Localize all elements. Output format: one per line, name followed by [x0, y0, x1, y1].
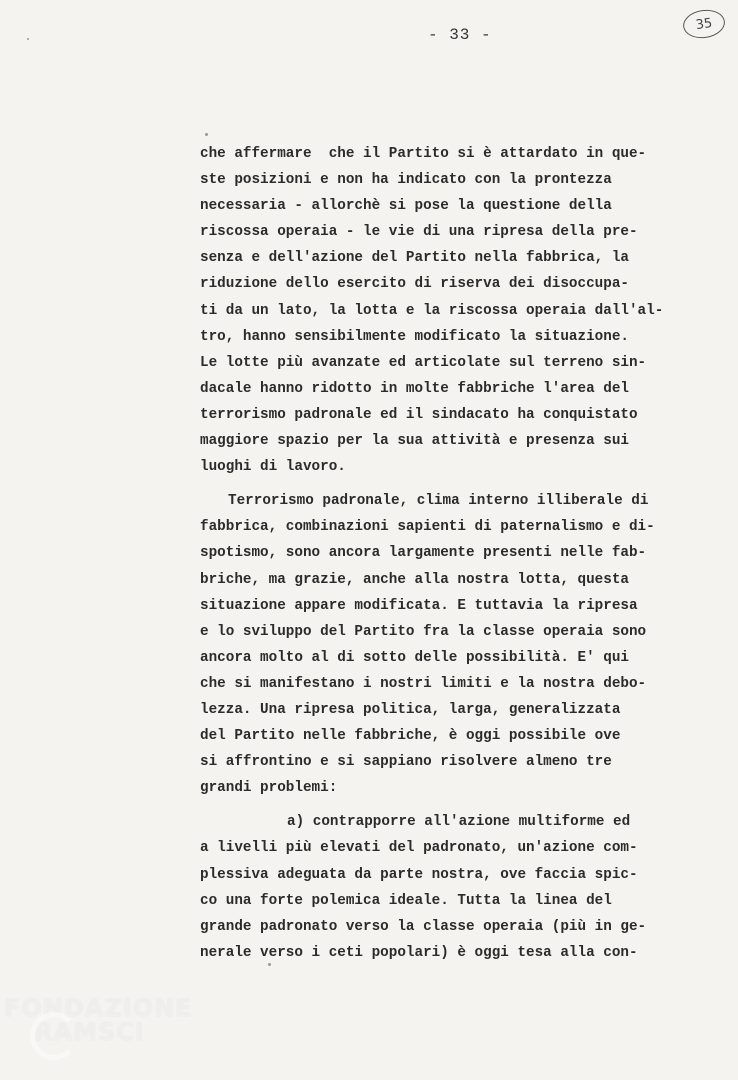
- text-line: terrorismo padronale ed il sindacato ha conquistato: [200, 406, 638, 423]
- text-line: co una forte polemica ideale. Tutta la linea del: [200, 892, 612, 909]
- text-line: grande padronato verso la classe operaia (più in ge-: [200, 918, 647, 935]
- text-line: dacale hanno ridotto in molte fabbriche l'area del: [200, 380, 629, 397]
- text-line: che affermare che il Partito si è attardato in que-: [200, 146, 647, 162]
- text-line: necessaria - allorchè si pose la questione della: [200, 198, 612, 215]
- text-line: plessiva adeguata da parte nostra, ove faccia spic-: [200, 866, 638, 883]
- text-line: ancora molto al di sotto delle possibilità. E' qui: [200, 649, 629, 666]
- text-line: ti da un lato, la lotta e la riscossa operaia dall'al-: [200, 302, 664, 319]
- text-line: a livelli più elevati del padronato, un'azione com-: [200, 840, 638, 857]
- text-line: riduzione dello esercito di riserva dei disoccupa-: [200, 276, 629, 293]
- paper-speck: [205, 133, 208, 136]
- paragraph-gap: [200, 801, 670, 809]
- text-line: senza e dell'azione del Partito nella fabbrica, la: [200, 250, 629, 267]
- archive-page-stamp: 35: [681, 7, 726, 41]
- paragraph-gap: [200, 480, 670, 488]
- text-line: nerale verso i ceti popolari) è oggi tesa alla con-: [200, 944, 638, 961]
- text-line: luoghi di lavoro.: [200, 459, 346, 476]
- text-line: Le lotte più avanzate ed articolate sul terreno sin-: [200, 354, 647, 371]
- text-line: ste posizioni e non ha indicato con la prontezza: [200, 172, 612, 189]
- text-line: lezza. Una ripresa politica, larga, generalizzata: [200, 701, 621, 718]
- body-text: [200, 141, 670, 966]
- text-line: a) contrapporre all'azione multiforme ed: [287, 814, 631, 831]
- text-line: situazione appare modificata. E tuttavia la ripresa: [200, 597, 638, 614]
- text-line: che si manifestano i nostri limiti e la nostra debo-: [200, 675, 647, 692]
- text-line: spotismo, sono ancora largamente presenti nelle fab-: [200, 545, 647, 562]
- page-number: - 33 -: [428, 26, 492, 44]
- text-line: riscossa operaia - le vie di una ripresa della pre-: [200, 224, 638, 241]
- paper-speck: [268, 963, 271, 966]
- text-line: maggiore spazio per la sua attività e presenza sui: [200, 433, 629, 450]
- watermark-line-2: RAMSCI: [34, 1018, 145, 1046]
- text-line: Terrorismo padronale, clima interno illiberale di: [228, 493, 649, 510]
- text-line: del Partito nelle fabbriche, è oggi possibile ove: [200, 728, 621, 745]
- text-line: si affrontino e si sappiano risolvere almeno tre: [200, 754, 612, 771]
- paper-speck: [27, 38, 29, 40]
- watermark-line-1: FONDAZIONE: [4, 994, 193, 1022]
- text-line: fabbrica, combinazioni sapienti di paternalismo e di-: [200, 519, 655, 536]
- text-line: tro, hanno sensibilmente modificato la situazione.: [200, 328, 629, 345]
- text-line: e lo sviluppo del Partito fra la classe operaia sono: [200, 623, 647, 640]
- watermark-logo: [4, 996, 193, 1044]
- text-line: briche, ma grazie, anche alla nostra lotta, questa: [200, 571, 629, 588]
- text-line: grandi problemi:: [200, 780, 338, 797]
- watermark-g-icon: [30, 1012, 78, 1060]
